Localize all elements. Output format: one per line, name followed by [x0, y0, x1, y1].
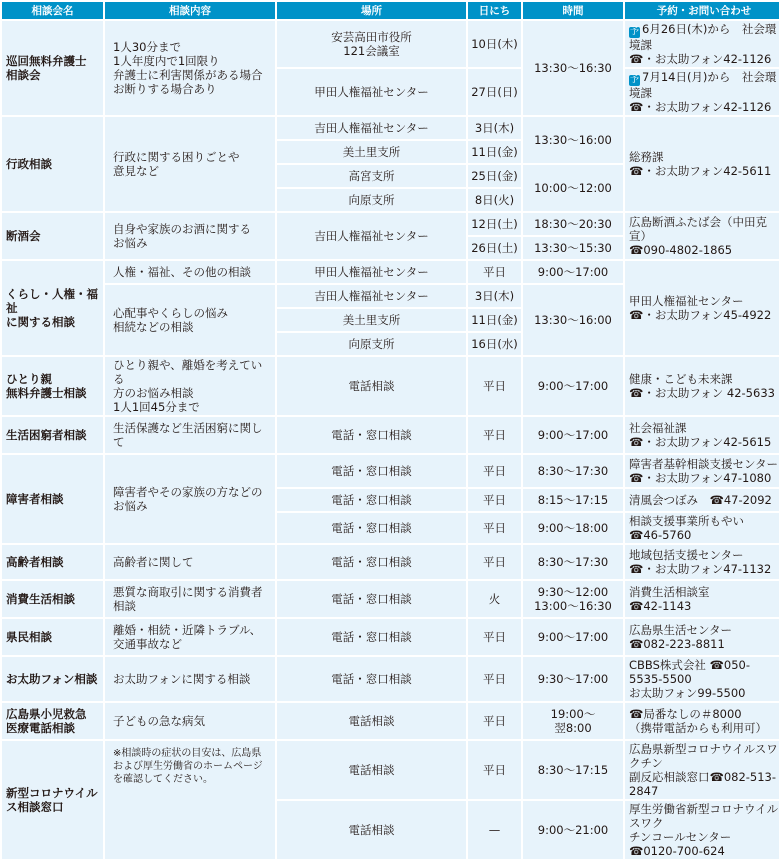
place-cell: 電話・窓口相談 — [277, 657, 466, 701]
consultation-name: 県民相談 — [2, 619, 103, 655]
contact-cell: 広島県生活センター ☎082-223-8811 — [625, 619, 779, 655]
contact-cell: 社会福祉課 ☎・お太助フォン42-5615 — [625, 417, 779, 453]
consultation-content: 心配事やくらしの悩み 相続などの相談 — [105, 285, 275, 355]
consultation-content: 高齢者に関して — [105, 545, 275, 579]
consultation-name: くらし・人権・福祉 に関する相談 — [2, 261, 103, 355]
consultation-content: 行政に関する困りごとや 意見など — [105, 117, 275, 211]
date-cell: 16日(水) — [468, 333, 521, 355]
date-cell: 8日(火) — [468, 189, 521, 211]
consultation-content: 離婚・相続・近隣トラブル、 交通事故など — [105, 619, 275, 655]
consultation-name: 広島県小児救急 医療電話相談 — [2, 703, 103, 739]
header-date: 日にち — [468, 2, 521, 19]
place-cell: 電話相談 — [277, 801, 466, 859]
table-row — [2, 619, 779, 655]
time-cell: 9:00〜17:00 — [523, 261, 623, 283]
date-cell: 平日 — [468, 357, 521, 415]
time-cell: 13:30〜16:30 — [523, 21, 623, 115]
consultation-content: 生活保護など生活困窮に関して — [105, 417, 275, 453]
consultation-content: お太助フォンに関する相談 — [105, 657, 275, 701]
time-cell: 13:30〜16:00 — [523, 117, 623, 163]
consultation-name: 行政相談 — [2, 117, 103, 211]
consultation-content: 子どもの急な病気 — [105, 703, 275, 739]
date-cell: 平日 — [468, 417, 521, 453]
consultation-content: 自身や家族のお酒に関する お悩み — [105, 213, 275, 259]
date-cell: 26日(土) — [468, 237, 521, 259]
place-cell: 電話相談 — [277, 741, 466, 799]
consultation-name: 障害者相談 — [2, 455, 103, 543]
time-cell: 9:30〜12:00 13:00〜16:30 — [523, 581, 623, 617]
consultation-name: お太助フォン相談 — [2, 657, 103, 701]
place-cell: 向原支所 — [277, 189, 466, 211]
consultation-name: 断酒会 — [2, 213, 103, 259]
place-cell: 電話相談 — [277, 357, 466, 415]
header-contact: 予約・お問い合わせ — [625, 2, 779, 19]
contact-cell: 総務課 ☎・お太助フォン42-5611 — [625, 117, 779, 211]
contact-cell — [625, 69, 779, 115]
contact-cell: CBBS株式会社 ☎050-5535-5500 お太助フォン99-5500 — [625, 657, 779, 701]
consultation-content: 1人30分まで 1人年度内で1回限り 弁護士に利害関係がある場合 お断りする場合あり — [105, 21, 275, 115]
time-cell: 8:30〜17:30 — [523, 455, 623, 487]
contact-cell: 厚生労働省新型コロナウイルスワク チンコールセンター ☎0120-700-624 — [625, 801, 779, 859]
table-row — [2, 213, 779, 235]
header-time: 時間 — [523, 2, 623, 19]
consultation-content: 障害者やその家族の方などの お悩み — [105, 455, 275, 543]
contact-cell: 健康・こども未来課 ☎・お太助フォン 42-5633 — [625, 357, 779, 415]
place-cell: 電話・窓口相談 — [277, 489, 466, 511]
table-row — [2, 261, 779, 283]
contact-cell: 相談支援事業所もやい ☎46-5760 — [625, 513, 779, 543]
table-row — [2, 357, 779, 415]
time-cell: 9:00〜17:00 — [523, 357, 623, 415]
date-cell: 火 — [468, 581, 521, 617]
table-row — [2, 21, 779, 67]
place-cell: 吉田人権福祉センター — [277, 117, 466, 139]
contact-cell: 広島断酒ふたば会（中田克宣） ☎090-4802-1865 — [625, 213, 779, 259]
table-row — [2, 545, 779, 579]
date-cell: 平日 — [468, 657, 521, 701]
date-cell: 10日(木) — [468, 21, 521, 67]
header-row — [2, 2, 779, 19]
time-cell: 10:00〜12:00 — [523, 165, 623, 211]
date-cell: 11日(金) — [468, 309, 521, 331]
time-cell: 19:00〜 翌8:00 — [523, 703, 623, 739]
header-place: 場所 — [277, 2, 466, 19]
consultation-name: 巡回無料弁護士 相談会 — [2, 21, 103, 115]
consultation-content: 人権・福祉、その他の相談 — [105, 261, 275, 283]
time-cell: 13:30〜15:30 — [523, 237, 623, 259]
consultation-name: 高齢者相談 — [2, 545, 103, 579]
date-cell: 27日(日) — [468, 69, 521, 115]
place-cell: 美土里支所 — [277, 309, 466, 331]
place-cell: 甲田人権福祉センター — [277, 69, 466, 115]
contact-cell: 障害者基幹相談支援センター ☎・お太助フォン47-1080 — [625, 455, 779, 487]
place-cell: 安芸高田市役所 121会議室 — [277, 21, 466, 67]
place-cell: 吉田人権福祉センター — [277, 213, 466, 259]
table-row — [2, 455, 779, 487]
time-cell: 13:30〜16:00 — [523, 285, 623, 355]
place-cell: 吉田人権福祉センター — [277, 285, 466, 307]
contact-text: 6月26日(木)から 社会環境課 ☎・お太助フォン42-1126 — [629, 22, 777, 66]
date-cell: 平日 — [468, 619, 521, 655]
header-category: 相談会名 — [2, 2, 103, 19]
date-cell: 平日 — [468, 489, 521, 511]
date-cell: 12日(土) — [468, 213, 521, 235]
reservation-icon: 予 — [629, 27, 639, 37]
place-cell: 電話・窓口相談 — [277, 545, 466, 579]
date-cell: 平日 — [468, 261, 521, 283]
time-cell: 9:00〜17:00 — [523, 417, 623, 453]
consultation-name: 消費生活相談 — [2, 581, 103, 617]
date-cell: 平日 — [468, 545, 521, 579]
place-cell: 電話・窓口相談 — [277, 455, 466, 487]
contact-cell: 消費生活相談室 ☎42-1143 — [625, 581, 779, 617]
place-cell: 甲田人権福祉センター — [277, 261, 466, 283]
date-cell: — — [468, 801, 521, 859]
time-cell: 9:30〜17:00 — [523, 657, 623, 701]
time-cell: 9:00〜17:00 — [523, 619, 623, 655]
contact-cell — [625, 21, 779, 67]
place-cell: 電話・窓口相談 — [277, 619, 466, 655]
consultation-name: 新型コロナウイル ス相談窓口 — [2, 741, 103, 859]
place-cell: 電話・窓口相談 — [277, 581, 466, 617]
date-cell: 25日(金) — [468, 165, 521, 187]
table-row — [2, 657, 779, 701]
consultation-name: ひとり親 無料弁護士相談 — [2, 357, 103, 415]
header-content: 相談内容 — [105, 2, 275, 19]
place-cell: 向原支所 — [277, 333, 466, 355]
time-cell: 9:00〜18:00 — [523, 513, 623, 543]
consultation-note: ※相談時の症状の目安は、広島県 および厚生労働省のホームページ を確認してください。 — [105, 741, 275, 859]
place-cell: 美土里支所 — [277, 141, 466, 163]
contact-cell: 地域包括支援センター ☎・お太助フォン47-1132 — [625, 545, 779, 579]
table-row — [2, 117, 779, 139]
consultation-content: ひとり親や、離婚を考えている 方のお悩み相談 1人1回45分まで — [105, 357, 275, 415]
consultation-content: 悪質な商取引に関する消費者 相談 — [105, 581, 275, 617]
date-cell: 平日 — [468, 703, 521, 739]
reservation-icon: 予 — [629, 75, 639, 85]
time-cell: 18:30〜20:30 — [523, 213, 623, 235]
contact-cell: 清風会つぼみ ☎47-2092 — [625, 489, 779, 511]
time-cell: 8:30〜17:15 — [523, 741, 623, 799]
consultation-name: 生活困窮者相談 — [2, 417, 103, 453]
place-cell: 電話・窓口相談 — [277, 513, 466, 543]
table-row — [2, 581, 779, 617]
time-cell: 9:00〜21:00 — [523, 801, 623, 859]
place-cell: 電話相談 — [277, 703, 466, 739]
date-cell: 平日 — [468, 513, 521, 543]
date-cell: 3日(木) — [468, 285, 521, 307]
contact-text: 7月14日(月)から 社会環境課 ☎・お太助フォン42-1126 — [629, 70, 777, 114]
table-row — [2, 417, 779, 453]
contact-cell: 広島県新型コロナウイルスワクチン 副反応相談窓口☎082-513-2847 — [625, 741, 779, 799]
table-row — [2, 741, 779, 799]
date-cell: 11日(金) — [468, 141, 521, 163]
date-cell: 3日(木) — [468, 117, 521, 139]
place-cell: 電話・窓口相談 — [277, 417, 466, 453]
place-cell: 高宮支所 — [277, 165, 466, 187]
time-cell: 8:15〜17:15 — [523, 489, 623, 511]
table-row — [2, 703, 779, 739]
contact-cell: ☎局番なしの＃8000 （携帯電話からも利用可） — [625, 703, 779, 739]
date-cell: 平日 — [468, 455, 521, 487]
date-cell: 平日 — [468, 741, 521, 799]
time-cell: 8:30〜17:30 — [523, 545, 623, 579]
contact-cell: 甲田人権福祉センター ☎・お太助フォン45-4922 — [625, 261, 779, 355]
